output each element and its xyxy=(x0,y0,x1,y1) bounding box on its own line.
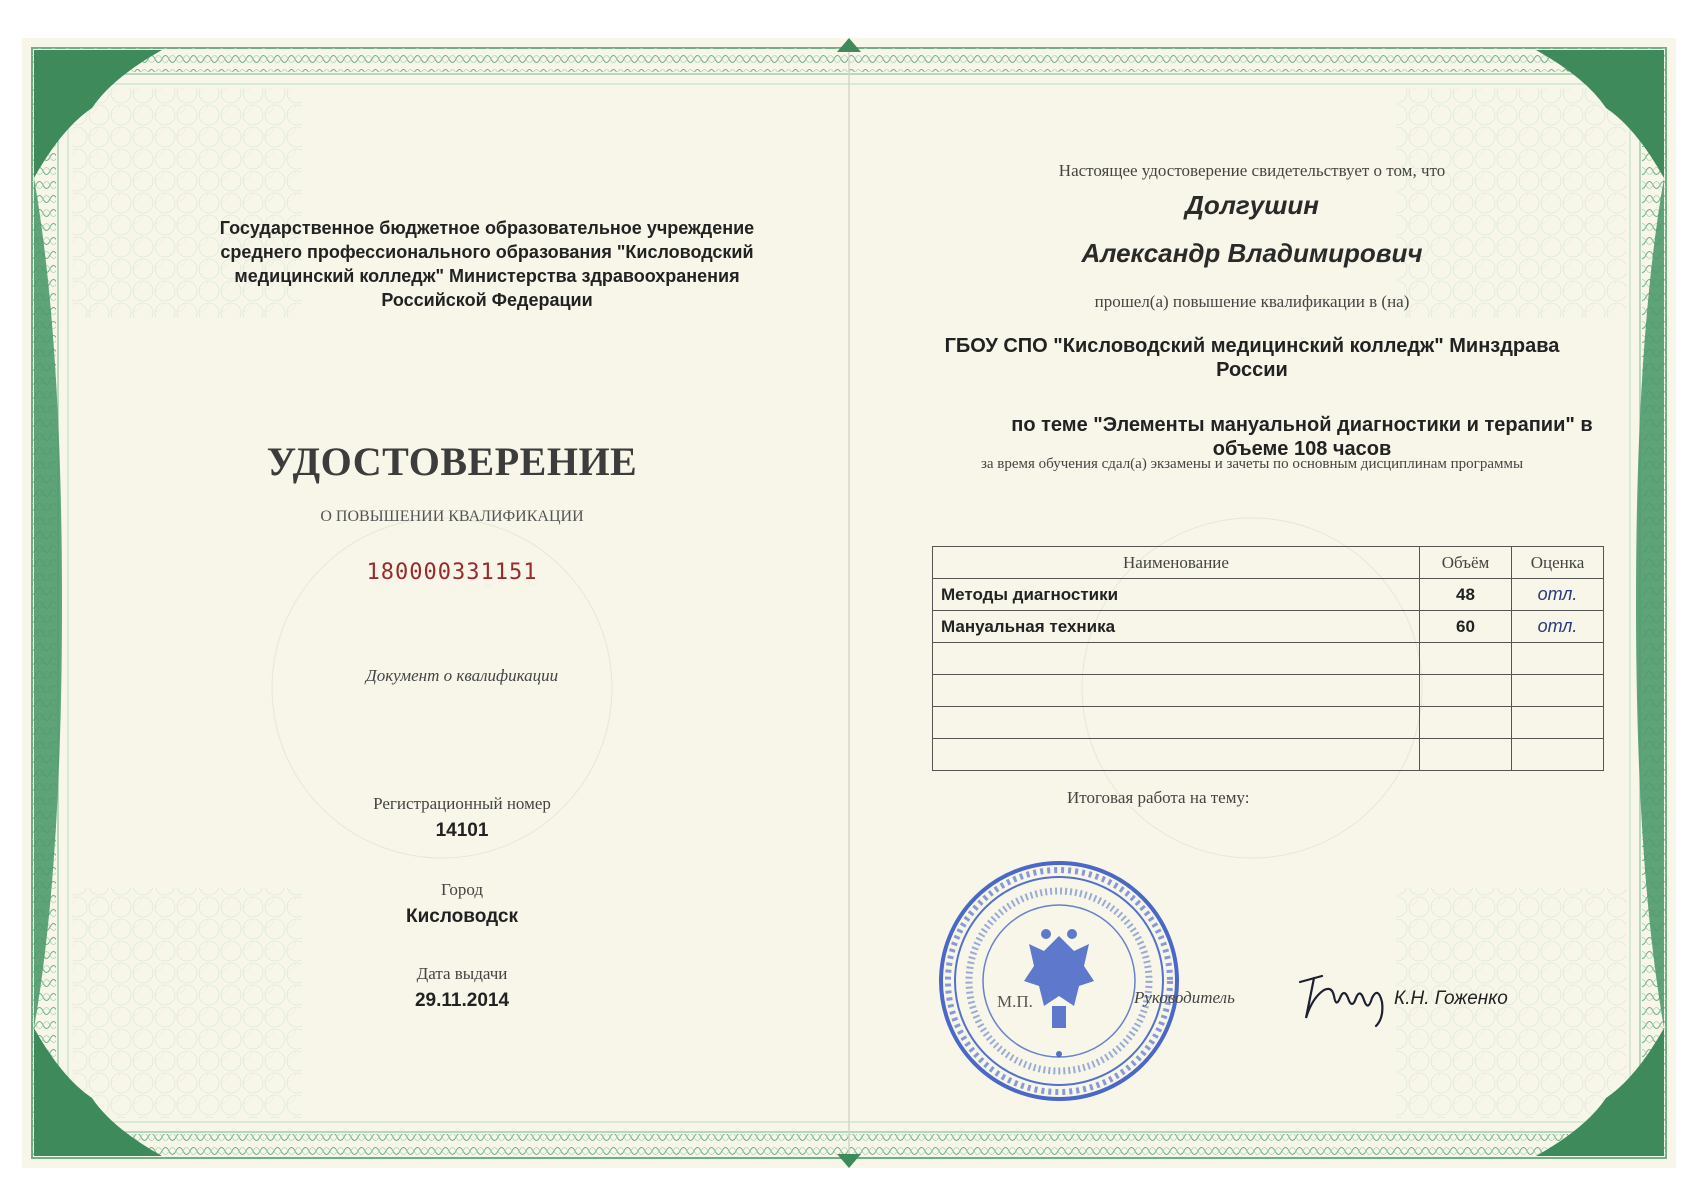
holder-given-names: Александр Владимирович xyxy=(1081,238,1423,268)
subject-grade xyxy=(1512,643,1604,675)
table-header-row xyxy=(933,547,1604,579)
registration-number-label: Регистрационный номер xyxy=(373,794,551,813)
certificate-intro: Настоящее удостоверение свидетельствует о том, что xyxy=(1058,161,1446,180)
final-work-label: Итоговая работа на тему: xyxy=(1067,788,1250,807)
city-value: Кисловодск xyxy=(406,906,518,927)
subject-grade xyxy=(1512,707,1604,739)
issue-date: 29.11.2014 xyxy=(414,990,510,1011)
table-row xyxy=(933,579,1604,611)
subject-grade xyxy=(1512,739,1604,771)
subject-name xyxy=(933,739,1420,771)
head-label: Руководитель xyxy=(1134,988,1235,1007)
head-name: К.Н. Гоженко xyxy=(1394,988,1508,1009)
training-institution: ГБОУ СПО "Кисловодский медицинский колледж" Минздрава России xyxy=(944,335,1560,381)
header-name: Наименование xyxy=(933,547,1420,579)
table-row xyxy=(933,675,1604,707)
subject-volume xyxy=(1420,739,1512,771)
subject-name: Методы диагностики xyxy=(933,579,1420,611)
table-row xyxy=(933,611,1604,643)
subject-volume xyxy=(1420,675,1512,707)
completion-statement: прошел(а) повышение квалификации в (на) xyxy=(1094,292,1410,311)
subject-name xyxy=(933,643,1420,675)
table-row xyxy=(933,739,1604,771)
subject-name: Мануальная техника xyxy=(933,611,1420,643)
subject-name xyxy=(933,675,1420,707)
subject-grade xyxy=(1512,675,1604,707)
qualification-document-label: Документ о квалификации xyxy=(365,666,559,685)
table-row xyxy=(933,707,1604,739)
course-topic: по теме "Элементы мануальной диагностики и терапии" в объеме 108 часов xyxy=(1011,414,1593,460)
subject-volume xyxy=(1420,643,1512,675)
seal-place-label: М.П. xyxy=(997,992,1033,1011)
subject-grade: отл. xyxy=(1512,611,1604,643)
official-seal-stamp xyxy=(934,856,1184,1106)
header-grade: Оценка xyxy=(1512,547,1604,579)
header-volume: Объём xyxy=(1420,547,1512,579)
document-subtitle: О ПОВЫШЕНИИ КВАЛИФИКАЦИИ xyxy=(320,508,584,525)
subject-volume: 60 xyxy=(1420,611,1512,643)
issue-date-label: Дата выдачи xyxy=(416,964,508,983)
subject-grade: отл. xyxy=(1512,579,1604,611)
certificate-document xyxy=(22,38,1676,1168)
holder-surname: Долгушин xyxy=(1185,190,1319,220)
subject-volume xyxy=(1420,707,1512,739)
exams-statement: за время обучения сдал(а) экзамены и зачеты по основным дисциплинам программы xyxy=(980,456,1524,472)
city-label: Город xyxy=(441,880,483,899)
subject-name xyxy=(933,707,1420,739)
serial-number: 180000331151 xyxy=(366,560,538,585)
registration-number: 14101 xyxy=(435,820,489,841)
subject-volume: 48 xyxy=(1420,579,1512,611)
document-title: УДОСТОВЕРЕНИЕ xyxy=(266,439,638,484)
organization-name: Государственное бюджетное образовательное учреждение среднего профессионального образования "Кисловодский медицинский колледж" Министерства здравоохранения Российской Федерации xyxy=(219,218,755,310)
table-row xyxy=(933,643,1604,675)
subjects-table xyxy=(932,546,1604,771)
